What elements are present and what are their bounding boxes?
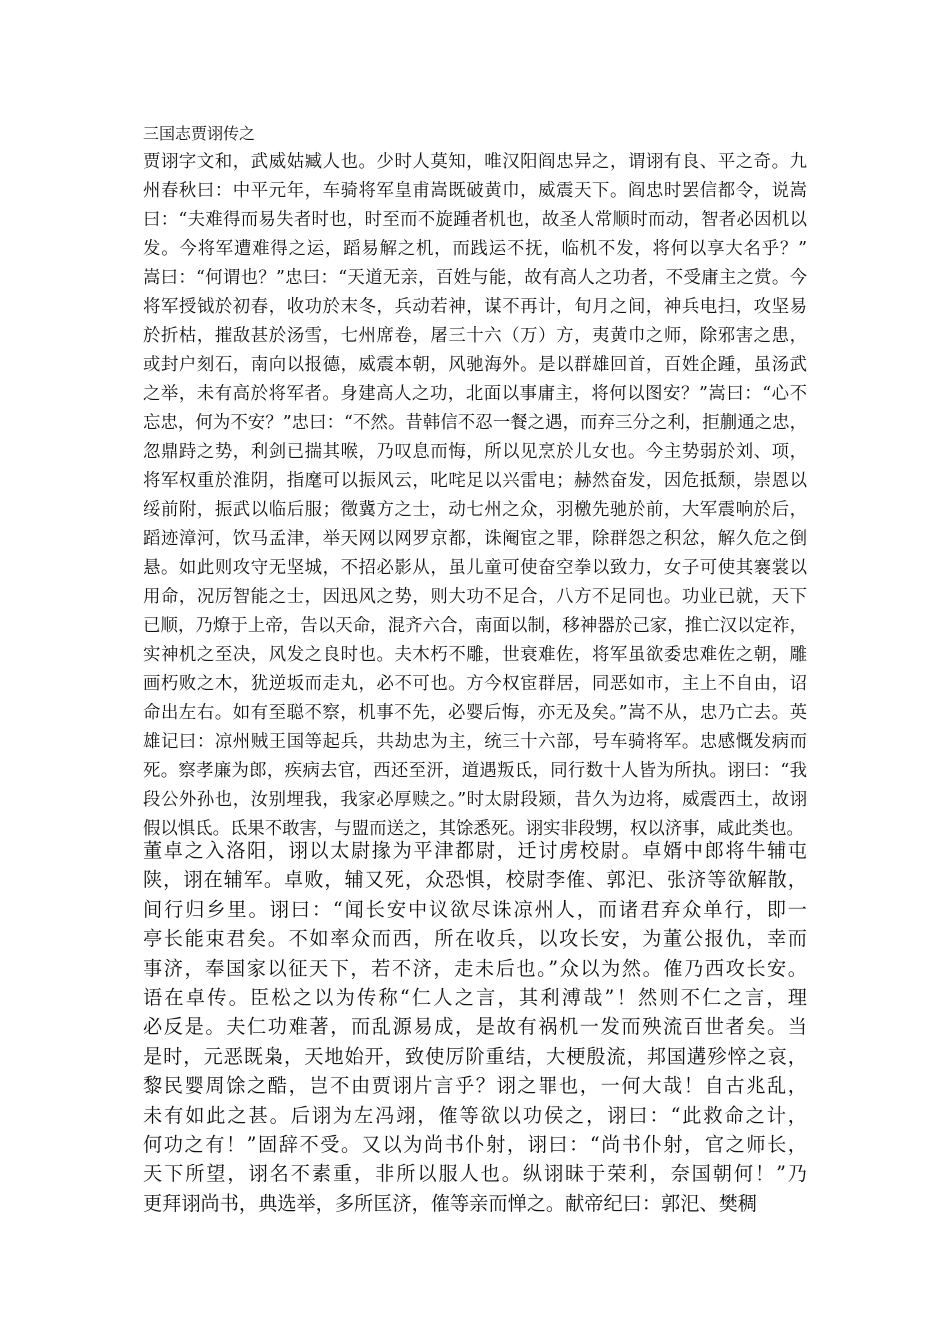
document-title: 三国志贾诩传之 [143,124,256,143]
text-line: 间行归乡里。诩曰：“闻长安中议欲尽诛凉州人，而诸君弃众单行，即一 [143,897,807,921]
text-line: 蹈迹漳河，饮马孟津，举天网以网罗京都，诛阉宦之罪，除群怨之积忿，解久危之倒 [143,529,807,549]
text-line: 假以惧氐。氐果不敢害，与盟而送之，其馀悉死。诩实非段甥，权以济事，咸此类也。 [143,819,804,839]
text-line: 必反是。夫仁功难著，而乱源易成，是故有祸机一发而殃流百世者矣。当 [143,1015,807,1039]
text-line: 绥前附，振武以临后服；徵冀方之士，动七州之众，羽檄先驰於前，大军震响於后， [143,500,807,520]
text-line: 画朽败之木，犹逆坂而走丸，必不可也。方今权宦群居，同恶如市，主上不自由，诏 [143,674,807,694]
text-line: 黎民婴周馀之酷，岂不由贾诩片言乎？诩之罪也，一何大哉！自古兆乱， [143,1074,807,1098]
text-line: 亭长能束君矣。不如率众而西，所在收兵，以攻长安，为董公报仇，幸而 [143,927,807,951]
text-line: 发。今将军遭难得之运，蹈易解之机，而践运不抚，临机不发，将何以享大名乎？” [143,239,807,259]
text-line: 何功之有！”固辞不受。又以为尚书仆射，诩曰：“尚书仆射，官之师长， [143,1132,807,1156]
main-paragraph [143,836,807,1218]
text-line: 死。察孝廉为郎，疾病去官，西还至汧，道遇叛氐，同行数十人皆为所执。诩曰：“我 [143,761,807,781]
text-line: 天下所望，诩名不素重，非所以服人也。纵诩昧于荣利，奈国朝何！”乃 [143,1162,807,1186]
text-line: 之举，未有高於将军者。身建高人之功，北面以事庸主，将何以图安？”嵩曰：“心不 [143,384,807,404]
text-line: 於折枯，摧敌甚於汤雪，七州席卷，屠三十六（万）方，夷黄巾之师，除邪害之患， [143,326,807,346]
text-line: 未有如此之甚。后诩为左冯翊，傕等欲以功侯之，诩曰：“此救命之计， [143,1103,807,1127]
text-line: 忘忠，何为不安？”忠曰：“不然。昔韩信不忍一餐之遇，而弃三分之利，拒蒯通之忠， [143,413,807,433]
text-line: 曰：“夫难得而易失者时也，时至而不旋踵者机也，故圣人常顺时而动，智者必因机以 [143,210,807,230]
text-line: 雄记曰：凉州贼王国等起兵，共劫忠为主，统三十六部，号车骑将军。忠感慨发病而 [143,732,807,752]
text-line: 或封户刻石，南向以报德，威震本朝，风驰海外。是以群雄回首，百姓企踵，虽汤武 [143,355,807,375]
text-line: 用命，况厉智能之士，因迅风之势，则大功不足合，八方不足同也。功业已就，天下 [143,587,807,607]
text-line: 实神机之至决，风发之良时也。夫木朽不雕，世衰难佐，将军虽欲委忠难佐之朝，雕 [143,645,807,665]
text-line: 董卓之入洛阳，诩以太尉掾为平津都尉，迁讨虏校尉。卓婿中郎将牛辅屯 [143,839,807,862]
text-line: 贾诩字文和，武威姑臧人也。少时人莫知，唯汉阳阎忠异之，谓诩有良、平之奇。九 [143,152,807,172]
text-line: 将军权重於淮阴，指麾可以振风云，叱咤足以兴雷电；赫然奋发，因危抵颓，崇恩以 [143,471,807,491]
text-line: 事济，奉国家以征天下，若不济，走未后也。”众以为然。傕乃西攻长安。 [143,956,807,980]
text-line: 将军授钺於初春，收功於末冬，兵动若神，谋不再计，旬月之间，神兵电扫，攻坚易 [143,297,807,317]
text-line: 陕，诩在辅军。卓败，辅又死，众恐惧，校尉李傕、郭汜、张济等欲解散， [143,868,807,892]
text-line: 忽鼎跱之势，利剑已揣其喉，乃叹息而悔，所以见烹於儿女也。今主势弱於刘、项， [143,442,807,462]
text-line: 已顺，乃燎于上帝，告以天命，混齐六合，南面以制，移神器於己家，推亡汉以定祚， [143,616,807,636]
annotated-paragraph [143,148,807,844]
text-line: 州春秋曰：中平元年，车骑将军皇甫嵩既破黄巾，威震天下。阎忠时罢信都令，说嵩 [143,181,807,201]
text-line: 悬。如此则攻守无坚城，不招必影从，虽儿童可使奋空拳以致力，女子可使其褰裳以 [143,558,807,578]
text-line: 嵩曰：“何谓也？”忠曰：“天道无亲，百姓与能，故有高人之功者，不受庸主之赏。今 [143,268,807,288]
text-line: 是时，元恶既枭，天地始开，致使厉阶重结，大梗殷流，邦国遘殄悴之哀， [143,1044,807,1068]
text-line: 命出左右。如有至聪不察，机事不先，必婴后悔，亦无及矣。”嵩不从，忠乃亡去。英 [143,703,807,723]
text-line: 语在卓传。臣松之以为传称“仁人之言，其利溥哉”！然则不仁之言，理 [143,985,807,1009]
text-line: 段公外孙也，汝别埋我，我家必厚赎之。”时太尉段颎，昔久为边将，威震西土，故诩 [143,790,807,810]
text-line: 更拜诩尚书，典选举，多所匡济，傕等亲而惮之。献帝纪曰：郭汜、樊稠 [143,1191,757,1215]
